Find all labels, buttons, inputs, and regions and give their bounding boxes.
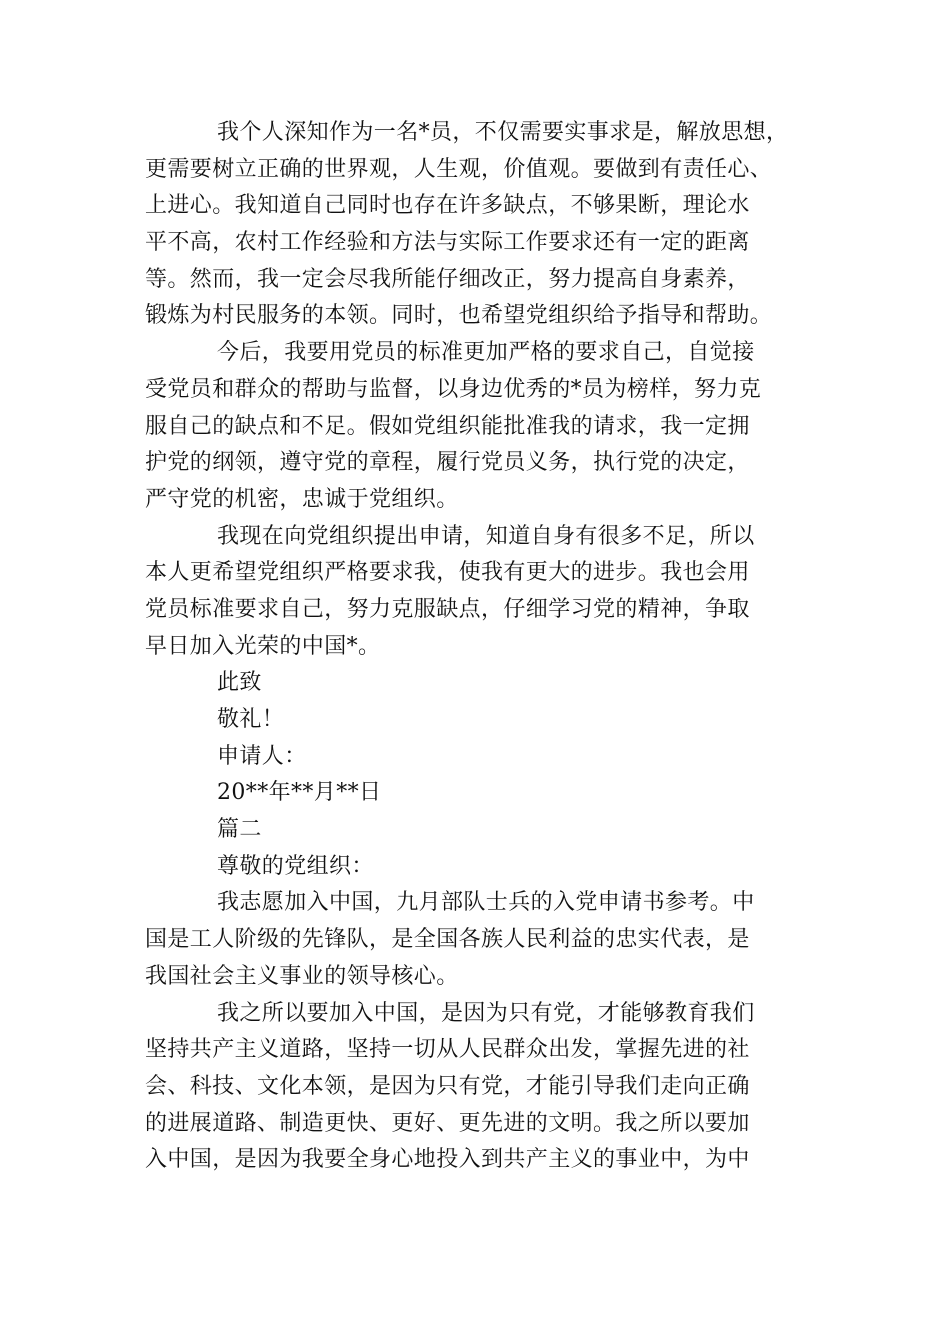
paragraph xyxy=(145,335,820,518)
text-line: 受党员和群众的帮助与监督，以身边优秀的*员为榜样，努力克 xyxy=(145,376,762,402)
text-line: 本人更希望党组织严格要求我，使我有更大的进步。我也会用 xyxy=(145,560,750,586)
text-line: 入中国，是因为我要全身心地投入到共产主义的事业中，为中 xyxy=(145,1147,750,1173)
text-line: 我之所以要加入中国，是因为只有党，才能够教育我们 xyxy=(217,1000,755,1026)
document-body xyxy=(145,115,820,1179)
closing-salute: 敬礼！ xyxy=(217,707,285,732)
text-line: 更需要树立正确的世界观，人生观，价值观。要做到有责任心、 xyxy=(145,156,773,182)
text-line: 等。然而，我一定会尽我所能仔细改正，努力提高自身素养， xyxy=(145,266,750,292)
date-line: 20**年**月**日 xyxy=(217,780,382,806)
text-line: 的进展道路、制造更快、更好、更先进的文明。我之所以要加 xyxy=(145,1110,750,1136)
text-line: 党员标准要求自己，努力克服缺点，仔细学习党的精神，争取 xyxy=(145,596,750,622)
applicant-label: 申请人： xyxy=(217,743,307,769)
paragraph xyxy=(145,519,820,666)
text-line: 我志愿加入中国，九月部队士兵的入党申请书参考。中 xyxy=(217,890,755,916)
text-line: 会、科技、文化本领，是因为只有党，才能引导我们走向正确 xyxy=(145,1073,750,1099)
text-line: 锻炼为村民服务的本领。同时，也希望党组织给予指导和帮助。 xyxy=(145,303,773,329)
text-line: 我现在向党组织提出申请，知道自身有很多不足，所以 xyxy=(217,523,755,549)
text-line: 今后，我要用党员的标准更加严格的要求自己，自觉接 xyxy=(217,340,755,366)
text-line: 我个人深知作为一名*员，不仅需要实事求是，解放思想， xyxy=(217,120,789,145)
text-line: 国是工人阶级的先锋队，是全国各族人民利益的忠实代表，是 xyxy=(145,927,750,953)
paragraph xyxy=(145,996,820,1179)
text-line: 我国社会主义事业的领导核心。 xyxy=(145,963,459,989)
text-line: 上进心。我知道自己同时也存在许多缺点，不够果断，理论水 xyxy=(145,193,750,219)
text-line: 严守党的机密，忠诚于党组织。 xyxy=(145,486,459,512)
text-line: 早日加入光荣的中国*。 xyxy=(145,633,381,659)
text-line: 护党的纲领，遵守党的章程，履行党员义务，执行党的决定， xyxy=(145,450,750,476)
text-line: 平不高，农村工作经验和方法与实际工作要求还有一定的距离 xyxy=(145,230,750,256)
paragraph xyxy=(145,885,820,995)
closing-greeting: 此致 xyxy=(217,670,262,696)
salutation: 尊敬的党组织： xyxy=(217,853,374,879)
text-line: 坚持共产主义道路，坚持一切从人民群众出发，掌握先进的社 xyxy=(145,1037,750,1063)
paragraph xyxy=(145,115,820,335)
section-title: 篇二 xyxy=(217,817,262,843)
text-line: 服自己的缺点和不足。假如党组织能批准我的请求，我一定拥 xyxy=(145,413,750,439)
